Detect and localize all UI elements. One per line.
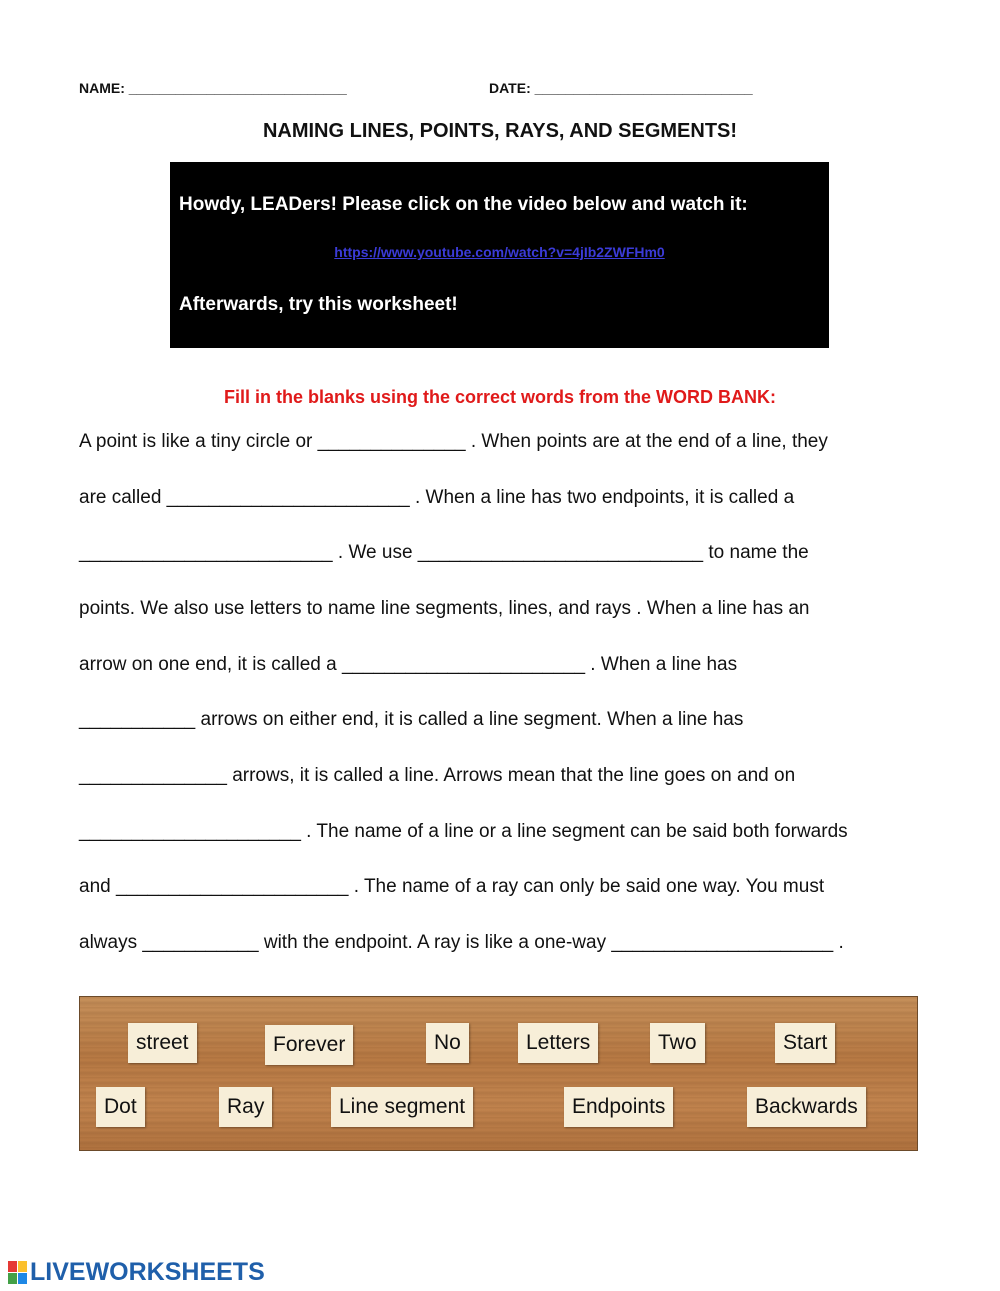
word-card[interactable]: Dot <box>96 1087 145 1127</box>
video-afterwards-text: Afterwards, try this worksheet! <box>179 294 458 315</box>
page-title: NAMING LINES, POINTS, RAYS, AND SEGMENTS! <box>262 120 738 142</box>
word-card[interactable]: Backwards <box>747 1087 866 1127</box>
video-instructions-box <box>170 162 829 348</box>
paragraph-line: ______________ arrows, it is called a line. Arrows mean that the line goes on and on <box>79 765 796 786</box>
logo-text: LIVEWORKSHEETS <box>30 1258 265 1286</box>
paragraph-line: ___________ arrows on either end, it is called a line segment. When a line has <box>79 709 744 730</box>
logo-squares-icon <box>8 1261 28 1285</box>
paragraph-line: are called _______________________ . When a line has two endpoints, it is called a <box>79 487 795 508</box>
word-card[interactable]: Line segment <box>331 1087 473 1127</box>
video-intro-text: Howdy, LEADers! Please click on the video below and watch it: <box>179 194 748 215</box>
word-card[interactable]: Forever <box>265 1025 353 1065</box>
paragraph-line: always ___________ with the endpoint. A ray is like a one-way _____________________ . <box>79 932 844 953</box>
video-link[interactable]: https://www.youtube.com/watch?v=4jIb2ZWFHm0 <box>334 244 665 260</box>
name-field-label: NAME: ____________________________ <box>79 80 347 96</box>
word-card[interactable]: Ray <box>219 1087 272 1127</box>
paragraph-line: arrow on one end, it is called a _______________________ . When a line has <box>79 654 738 675</box>
paragraph-line: points. We also use letters to name line segments, lines, and rays . When a line has an <box>79 598 810 619</box>
word-card[interactable]: Endpoints <box>564 1087 673 1127</box>
word-card[interactable]: street <box>128 1023 197 1063</box>
date-field-label: DATE: ____________________________ <box>489 80 753 96</box>
paragraph-line: A point is like a tiny circle or ______________ . When points are at the end of a line, they <box>79 431 828 452</box>
fill-in-instruction: Fill in the blanks using the correct words from the WORD BANK: <box>223 387 777 407</box>
paragraph-line: ________________________ . We use ___________________________ to name the <box>79 542 809 563</box>
word-card[interactable]: Start <box>775 1023 835 1063</box>
word-card[interactable]: Two <box>650 1023 705 1063</box>
word-bank <box>79 996 918 1151</box>
paragraph-line: _____________________ . The name of a line or a line segment can be said both forwards <box>79 821 848 842</box>
paragraph-line: and ______________________ . The name of a ray can only be said one way. You must <box>79 876 825 897</box>
word-card[interactable]: Letters <box>518 1023 598 1063</box>
word-card[interactable]: No <box>426 1023 469 1063</box>
